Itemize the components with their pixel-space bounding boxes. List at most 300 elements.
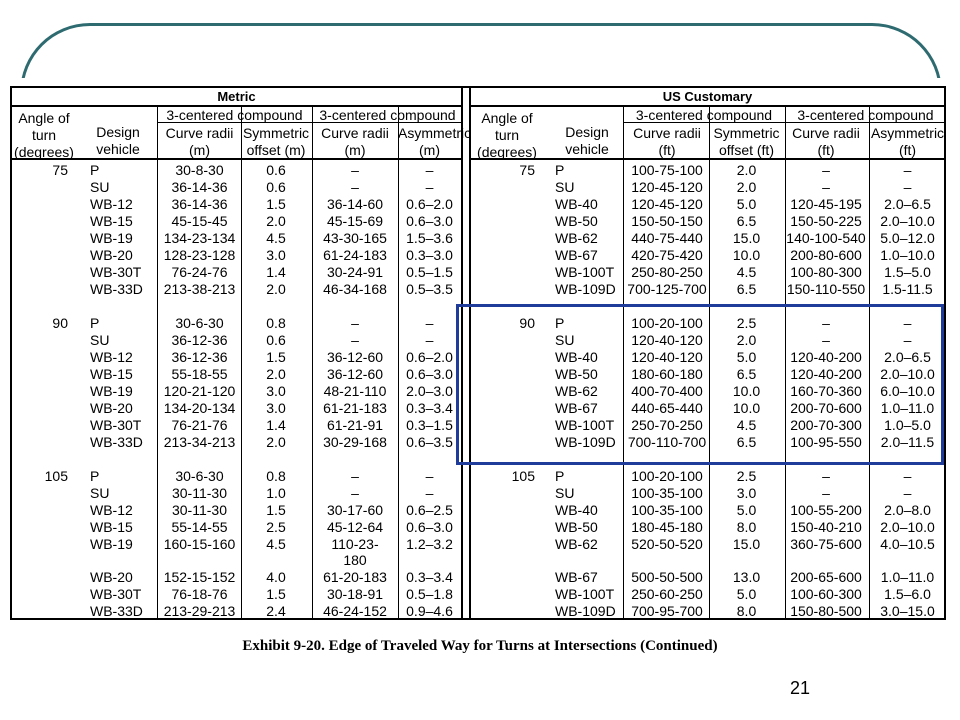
us-cell-asym-radii: 120-45-195 <box>790 196 862 212</box>
metric-cell-asym-offset: 0.3–3.4 <box>406 400 453 416</box>
us-cell-asym-radii: – <box>822 332 830 348</box>
metric-table-row <box>12 264 461 281</box>
us-table-row <box>471 603 944 620</box>
metric-table-row <box>12 247 461 264</box>
metric-cell-sym-radii: 36-12-36 <box>171 349 228 365</box>
us-cell-sym-radii: 120-45-120 <box>631 196 703 212</box>
metric-cell-sym-radii: 76-21-76 <box>171 417 228 433</box>
metric-cell-vehicle: WB-12 <box>90 349 133 365</box>
us-cell-sym-offset: 2.0 <box>736 162 757 178</box>
metric-cell-sym-radii: 160-15-160 <box>163 536 236 552</box>
metric-table-row <box>12 213 461 230</box>
metric-cell-sym-offset: 2.5 <box>266 519 286 535</box>
metric-table-row <box>12 196 461 213</box>
metric-cell-asym-offset: – <box>425 315 434 331</box>
metric-cell-asym-radii: 61-20-183 <box>323 569 387 585</box>
us-cell-sym-radii: 180-45-180 <box>631 519 703 535</box>
metric-cell-sym-radii: 36-14-36 <box>171 196 228 212</box>
metric-cell-angle: 90 <box>52 315 68 331</box>
metric-cell-sym-offset: 1.5 <box>266 502 286 518</box>
us-cell-sym-offset: 8.0 <box>736 603 757 619</box>
metric-cell-sym-offset: 3.0 <box>266 400 286 416</box>
metric-cell-sym-radii: 152-15-152 <box>163 569 236 585</box>
metric-cell-sym-offset: 2.0 <box>266 281 286 297</box>
us-cell-vehicle: WB-67 <box>555 569 598 585</box>
metric-cell-vehicle: WB-33D <box>90 603 143 619</box>
us-cell-sym-offset: 6.5 <box>736 434 757 450</box>
metric-cell-sym-offset: 1.5 <box>266 349 286 365</box>
metric-cell-vehicle: WB-19 <box>90 536 133 552</box>
metric-cell-asym-radii: 30-24-91 <box>326 264 384 280</box>
us-cell-sym-offset: 2.5 <box>736 315 757 331</box>
metric-cell-sym-offset: 2.0 <box>266 366 286 382</box>
us-cell-asym-radii: 150-40-210 <box>790 519 862 535</box>
us-col-header-sym-radii: Curve radii (ft) <box>633 125 701 158</box>
metric-cell-asym-offset: 2.0–3.0 <box>406 383 453 399</box>
metric-cell-asym-offset: 0.5–1.8 <box>406 586 453 602</box>
metric-cell-asym-radii: 46-34-168 <box>323 281 387 297</box>
metric-table-row <box>12 468 461 485</box>
metric-cell-vehicle: WB-30T <box>90 264 142 280</box>
metric-cell-asym-offset: 1.5–3.6 <box>406 230 453 246</box>
us-cell-sym-offset: 5.0 <box>736 349 757 365</box>
us-cell-asym-radii: 200-80-600 <box>790 247 862 263</box>
metric-cell-asym-radii: – <box>351 468 359 484</box>
metric-cell-asym-radii: 36-14-60 <box>326 196 384 212</box>
metric-cell-vehicle: WB-30T <box>90 586 142 602</box>
metric-cell-vehicle: WB-33D <box>90 281 143 297</box>
us-cell-asym-radii: 120-40-200 <box>790 349 862 365</box>
us-table-row <box>471 569 944 586</box>
metric-cell-vehicle: WB-15 <box>90 366 133 382</box>
metric-cell-vehicle: P <box>90 162 100 178</box>
us-cell-vehicle: WB-40 <box>555 349 598 365</box>
us-cell-vehicle: WB-50 <box>555 366 598 382</box>
us-table-row <box>471 281 944 298</box>
metric-cell-asym-radii: 30-18-91 <box>326 586 384 602</box>
metric-table-row <box>12 519 461 536</box>
us-cell-angle: 90 <box>519 315 535 331</box>
us-cell-sym-radii: 700-110-700 <box>627 434 707 450</box>
metric-cell-asym-radii: – <box>351 332 359 348</box>
us-cell-sym-offset: 2.5 <box>736 468 757 484</box>
metric-group-header-symmetric: 3-centered compound <box>157 107 312 123</box>
us-table-row <box>471 586 944 603</box>
us-cell-asym-offset: 2.0–6.5 <box>884 196 931 212</box>
us-cell-angle: 105 <box>511 468 535 484</box>
us-cell-sym-radii: 100-35-100 <box>631 502 703 518</box>
us-table-row <box>471 485 944 502</box>
us-cell-asym-offset: 2.0–11.5 <box>880 434 935 450</box>
metric-cell-sym-offset: 2.4 <box>266 603 286 619</box>
metric-cell-asym-radii: – <box>351 179 359 195</box>
metric-cell-sym-radii: 30-8-30 <box>175 162 224 178</box>
us-cell-angle: 75 <box>519 162 535 178</box>
metric-cell-vehicle: WB-12 <box>90 502 133 518</box>
us-table-row <box>471 230 944 247</box>
us-cell-asym-radii: – <box>822 162 830 178</box>
metric-cell-sym-offset: 3.0 <box>266 383 286 399</box>
metric-cell-asym-radii: 61-21-183 <box>323 400 387 416</box>
us-cell-asym-radii: – <box>822 179 830 195</box>
us-cell-sym-radii: 120-40-120 <box>631 332 703 348</box>
metric-col-header-sym-radii: Curve radii (m) <box>165 125 234 158</box>
us-cell-sym-radii: 420-75-420 <box>631 247 703 263</box>
metric-cell-asym-offset: 0.5–3.5 <box>406 281 453 297</box>
us-cell-sym-radii: 440-75-440 <box>631 230 703 246</box>
metric-table-row <box>12 349 461 366</box>
metric-cell-sym-offset: 0.8 <box>266 315 286 331</box>
metric-cell-sym-offset: 1.0 <box>266 485 286 501</box>
metric-col-header-angle: Angle of turn (degrees) <box>14 110 74 160</box>
exhibit-caption: Exhibit 9-20. Edge of Traveled Way for Turns at Intersections (Continued) <box>242 638 718 654</box>
metric-cell-sym-radii: 36-14-36 <box>171 179 228 195</box>
us-cell-asym-offset: 2.0–10.0 <box>880 366 935 382</box>
metric-table-row <box>12 434 461 451</box>
metric-table-row <box>12 569 461 586</box>
us-cell-asym-radii: 120-40-200 <box>790 366 862 382</box>
metric-cell-vehicle: WB-33D <box>90 434 143 450</box>
metric-cell-sym-offset: 0.6 <box>266 332 286 348</box>
us-cell-asym-radii: 200-70-600 <box>790 400 862 416</box>
us-table-row <box>471 179 944 196</box>
metric-cell-asym-radii: 36-12-60 <box>326 366 384 382</box>
metric-cell-sym-offset: 1.5 <box>266 196 286 212</box>
us-cell-vehicle: WB-62 <box>555 230 598 246</box>
us-col-header-asym-radii: Curve radii (ft) <box>792 125 860 158</box>
metric-cell-asym-radii: 30-17-60 <box>326 502 384 518</box>
us-cell-asym-offset: 1.0–11.0 <box>880 569 935 585</box>
metric-header-rule <box>12 158 461 160</box>
us-col-header-asym-offset: Asymmetric (ft) <box>870 125 945 158</box>
metric-cell-asym-offset: 0.6–2.0 <box>406 196 453 212</box>
metric-cell-vehicle: WB-19 <box>90 383 133 399</box>
us-table-row <box>471 264 944 281</box>
metric-cell-sym-radii: 134-20-134 <box>163 400 236 416</box>
metric-cell-vehicle: SU <box>90 179 110 195</box>
us-cell-vehicle: P <box>555 315 565 331</box>
metric-cell-asym-offset: 0.6–2.0 <box>406 349 453 365</box>
metric-cell-asym-offset: 0.3–3.0 <box>406 247 453 263</box>
metric-cell-vehicle: WB-20 <box>90 247 133 263</box>
us-cell-sym-radii: 440-65-440 <box>631 400 703 416</box>
us-cell-asym-radii: 150-80-500 <box>790 603 862 619</box>
us-cell-sym-offset: 15.0 <box>732 230 761 246</box>
metric-cell-asym-offset: 0.3–1.5 <box>406 417 453 433</box>
us-table-row <box>471 434 944 451</box>
metric-cell-asym-radii: 46-24-152 <box>323 603 387 619</box>
us-cell-sym-radii: 100-35-100 <box>631 485 703 501</box>
us-cell-vehicle: P <box>555 468 565 484</box>
metric-cell-asym-offset: – <box>425 179 434 195</box>
us-cell-asym-offset: 5.0–12.0 <box>880 230 935 246</box>
us-cell-asym-radii: – <box>822 468 830 484</box>
us-cell-asym-offset: – <box>903 162 912 178</box>
metric-cell-asym-radii: – <box>351 315 359 331</box>
us-cell-sym-radii: 250-70-250 <box>631 417 703 433</box>
us-cell-vehicle: WB-109D <box>555 281 616 297</box>
metric-cell-sym-radii: 30-6-30 <box>175 468 224 484</box>
metric-cell-sym-offset: 2.0 <box>266 213 286 229</box>
us-group-header-symmetric: 3-centered compound <box>623 107 785 123</box>
us-col-header-angle: Angle of turn (degrees) <box>477 110 537 160</box>
us-cell-sym-offset: 10.0 <box>732 383 761 399</box>
us-cell-vehicle: WB-109D <box>555 434 616 450</box>
us-cell-asym-radii: 100-55-200 <box>790 502 862 518</box>
metric-cell-asym-offset: 1.2–3.2 <box>406 536 453 552</box>
us-cell-vehicle: WB-109D <box>555 603 616 619</box>
us-cell-asym-offset: 1.0–11.0 <box>880 400 935 416</box>
metric-cell-vehicle: P <box>90 468 100 484</box>
metric-cell-sym-radii: 213-29-213 <box>163 603 236 619</box>
us-cell-asym-offset: – <box>903 468 912 484</box>
us-cell-asym-radii: 160-70-360 <box>790 383 862 399</box>
us-cell-sym-radii: 100-75-100 <box>631 162 703 178</box>
us-cell-asym-radii: 100-95-550 <box>790 434 862 450</box>
metric-cell-sym-offset: 1.4 <box>266 264 286 280</box>
us-cell-asym-offset: 6.0–10.0 <box>880 383 935 399</box>
us-cell-sym-radii: 500-50-500 <box>631 569 703 585</box>
metric-cell-vehicle: P <box>90 315 100 331</box>
us-table-row <box>471 536 944 553</box>
metric-table-row <box>12 281 461 298</box>
metric-col-header-vehicle: Design vehicle <box>96 124 140 157</box>
metric-cell-asym-offset: – <box>425 468 434 484</box>
us-cell-asym-offset: – <box>903 179 912 195</box>
us-cell-sym-radii: 180-60-180 <box>631 366 703 382</box>
metric-col-header-asym-radii: Curve radii (m) <box>321 125 389 158</box>
us-cell-asym-offset: 1.5–5.0 <box>884 264 931 280</box>
us-cell-sym-radii: 120-40-120 <box>631 349 703 365</box>
metric-cell-sym-radii: 134-23-134 <box>163 230 236 246</box>
metric-table-row <box>12 230 461 247</box>
us-cell-vehicle: WB-62 <box>555 536 598 552</box>
metric-cell-asym-offset: 0.3–3.4 <box>406 569 453 585</box>
us-cell-sym-radii: 250-80-250 <box>631 264 703 280</box>
metric-cell-sym-radii: 76-18-76 <box>171 586 228 602</box>
metric-cell-sym-offset: 3.0 <box>266 247 286 263</box>
us-cell-sym-radii: 120-45-120 <box>631 179 703 195</box>
metric-cell-asym-offset: 0.6–2.5 <box>406 502 453 518</box>
metric-cell-sym-radii: 30-6-30 <box>175 315 224 331</box>
metric-col-header-sym-offset: Symmetric offset (m) <box>242 125 310 158</box>
metric-table-row <box>12 315 461 332</box>
us-header-rule <box>471 158 944 160</box>
metric-cell-asym-offset: – <box>425 162 434 178</box>
metric-cell-angle: 105 <box>44 468 68 484</box>
us-cell-sym-offset: 3.0 <box>736 485 757 501</box>
us-cell-asym-radii: 100-80-300 <box>790 264 862 280</box>
us-cell-sym-radii: 100-20-100 <box>631 468 703 484</box>
us-cell-asym-radii: 150-50-225 <box>790 213 862 229</box>
us-cell-sym-radii: 520-50-520 <box>631 536 703 552</box>
metric-cell-vehicle: SU <box>90 485 110 501</box>
us-cell-sym-offset: 6.5 <box>736 366 757 382</box>
us-table-row <box>471 196 944 213</box>
metric-cell-angle: 75 <box>52 162 68 178</box>
metric-cell-asym-radii: 110-23- <box>331 536 379 552</box>
metric-cell-asym-radii: 43-30-165 <box>323 230 387 246</box>
turn-radii-table <box>10 86 946 620</box>
metric-cell-asym-offset: – <box>425 485 434 501</box>
metric-cell-asym-offset: 0.6–3.0 <box>406 213 453 229</box>
us-cell-asym-radii: – <box>822 485 830 501</box>
us-table-row <box>471 349 944 366</box>
metric-cell-asym-offset: 0.5–1.5 <box>406 264 453 280</box>
metric-table-row <box>12 332 461 349</box>
metric-cell-sym-offset: 0.8 <box>266 468 286 484</box>
us-cell-asym-offset: 2.0–6.5 <box>884 349 931 365</box>
metric-cell-sym-offset: 0.6 <box>266 162 286 178</box>
us-cell-asym-radii: 150-110-550 <box>786 281 866 297</box>
us-cell-vehicle: WB-40 <box>555 502 598 518</box>
us-cell-sym-offset: 6.5 <box>736 281 757 297</box>
us-cell-sym-offset: 10.0 <box>732 400 761 416</box>
metric-group-header-asymmetric: 3-centered compound <box>312 107 463 123</box>
metric-cell-asym-radii: 180 <box>343 552 367 568</box>
us-table-row <box>471 332 944 349</box>
metric-cell-sym-radii: 55-18-55 <box>171 366 228 382</box>
us-cell-asym-offset: 4.0–10.5 <box>880 536 935 552</box>
us-cell-sym-radii: 250-60-250 <box>631 586 703 602</box>
us-cell-sym-radii: 400-70-400 <box>631 383 703 399</box>
us-table-row <box>471 162 944 179</box>
metric-cell-vehicle: SU <box>90 332 110 348</box>
us-cell-vehicle: WB-40 <box>555 196 598 212</box>
metric-cell-vehicle: WB-20 <box>90 569 133 585</box>
metric-table-row <box>12 383 461 400</box>
us-cell-sym-radii: 150-50-150 <box>631 213 703 229</box>
us-cell-sym-offset: 15.0 <box>732 536 761 552</box>
metric-cell-sym-offset: 4.5 <box>266 230 286 246</box>
metric-cell-asym-offset: 0.9–4.6 <box>406 603 453 619</box>
us-cell-asym-radii: 200-70-300 <box>790 417 862 433</box>
us-cell-asym-radii: – <box>822 315 830 331</box>
us-cell-sym-offset: 6.5 <box>736 213 757 229</box>
metric-cell-sym-offset: 1.5 <box>266 586 286 602</box>
us-cell-asym-offset: 2.0–10.0 <box>880 519 935 535</box>
us-cell-sym-offset: 2.0 <box>736 332 757 348</box>
us-table-row <box>471 247 944 264</box>
us-cell-asym-offset: 1.0–5.0 <box>884 417 931 433</box>
us-customary-half <box>469 88 944 618</box>
us-cell-sym-radii: 100-20-100 <box>631 315 703 331</box>
us-table-row <box>471 400 944 417</box>
us-cell-sym-radii: 700-95-700 <box>631 603 703 619</box>
us-cell-asym-offset: – <box>903 485 912 501</box>
us-cell-vehicle: WB-100T <box>555 264 615 280</box>
metric-cell-asym-radii: 36-12-60 <box>326 349 384 365</box>
us-cell-sym-offset: 13.0 <box>732 569 761 585</box>
metric-cell-sym-radii: 36-12-36 <box>171 332 228 348</box>
metric-cell-asym-offset: – <box>425 332 434 348</box>
metric-cell-sym-offset: 2.0 <box>266 434 286 450</box>
us-cell-asym-offset: 2.0–8.0 <box>884 502 931 518</box>
metric-cell-sym-radii: 120-21-120 <box>163 383 236 399</box>
metric-cell-sym-radii: 76-24-76 <box>171 264 228 280</box>
metric-cell-asym-offset: 0.6–3.0 <box>406 366 453 382</box>
metric-title: Metric <box>12 88 461 107</box>
us-table-row <box>471 519 944 536</box>
us-cell-sym-offset: 10.0 <box>732 247 761 263</box>
metric-table-row <box>12 366 461 383</box>
us-cell-vehicle: WB-50 <box>555 519 598 535</box>
us-cell-asym-radii: 100-60-300 <box>790 586 862 602</box>
metric-cell-asym-offset: 0.6–3.0 <box>406 519 453 535</box>
us-table-row <box>471 366 944 383</box>
metric-cell-sym-offset: 0.6 <box>266 179 286 195</box>
us-cell-vehicle: SU <box>555 332 575 348</box>
metric-table-row <box>12 502 461 519</box>
metric-cell-vehicle: WB-20 <box>90 400 133 416</box>
metric-col-header-asym-offset: Asymmetric (m) <box>398 125 472 158</box>
us-cell-asym-radii: 140-100-540 <box>786 230 866 246</box>
us-cell-asym-offset: 1.5-11.5 <box>882 281 933 297</box>
us-cell-asym-offset: – <box>903 332 912 348</box>
metric-table-row <box>12 162 461 179</box>
metric-cell-asym-radii: 45-15-69 <box>326 213 384 229</box>
us-table-row <box>471 552 944 569</box>
metric-table-row <box>12 586 461 603</box>
us-group-header-asymmetric: 3-centered compound <box>785 107 946 123</box>
us-cell-asym-radii: 360-75-600 <box>790 536 862 552</box>
us-cell-sym-offset: 5.0 <box>736 196 757 212</box>
metric-cell-sym-radii: 45-15-45 <box>171 213 228 229</box>
us-table-row <box>471 383 944 400</box>
metric-cell-sym-offset: 4.5 <box>266 536 286 552</box>
metric-cell-asym-radii: 45-12-64 <box>326 519 384 535</box>
metric-cell-asym-offset: 0.6–3.5 <box>406 434 453 450</box>
us-table-row <box>471 213 944 230</box>
metric-table-row <box>12 400 461 417</box>
us-cell-sym-offset: 4.5 <box>736 417 757 433</box>
metric-cell-sym-radii: 30-11-30 <box>171 485 227 501</box>
metric-table-row <box>12 179 461 196</box>
us-cell-vehicle: WB-67 <box>555 400 598 416</box>
us-cell-sym-offset: 4.5 <box>736 264 757 280</box>
us-cell-sym-offset: 8.0 <box>736 519 757 535</box>
metric-cell-asym-radii: 61-21-91 <box>326 417 384 433</box>
us-cell-sym-offset: 2.0 <box>736 179 757 195</box>
metric-cell-sym-offset: 4.0 <box>266 569 286 585</box>
metric-cell-asym-radii: 48-21-110 <box>323 383 387 399</box>
metric-table-row <box>12 417 461 434</box>
us-cell-asym-offset: 1.0–10.0 <box>880 247 935 263</box>
us-cell-asym-offset: 1.5–6.0 <box>884 586 931 602</box>
us-cell-vehicle: WB-100T <box>555 586 615 602</box>
metric-cell-sym-offset: 1.4 <box>266 417 286 433</box>
metric-cell-asym-radii: 61-24-183 <box>323 247 387 263</box>
metric-cell-sym-radii: 213-38-213 <box>163 281 236 297</box>
us-cell-sym-offset: 5.0 <box>736 502 757 518</box>
metric-cell-asym-radii: 30-29-168 <box>323 434 387 450</box>
us-cell-vehicle: SU <box>555 179 575 195</box>
metric-cell-vehicle: WB-12 <box>90 196 133 212</box>
us-cell-sym-radii: 700-125-700 <box>627 281 707 297</box>
metric-table-row <box>12 485 461 502</box>
us-cell-vehicle: WB-50 <box>555 213 598 229</box>
page-number: 21 <box>790 678 811 698</box>
metric-cell-vehicle: WB-30T <box>90 417 142 433</box>
metric-cell-sym-radii: 30-11-30 <box>171 502 227 518</box>
metric-cell-sym-radii: 55-14-55 <box>171 519 228 535</box>
metric-cell-asym-radii: – <box>351 162 359 178</box>
us-col-header-vehicle: Design vehicle <box>565 124 609 157</box>
us-table-row <box>471 417 944 434</box>
us-col-header-sym-offset: Symmetric offset (ft) <box>713 125 780 158</box>
metric-table-row <box>12 603 461 620</box>
us-cell-asym-radii: 200-65-600 <box>790 569 862 585</box>
